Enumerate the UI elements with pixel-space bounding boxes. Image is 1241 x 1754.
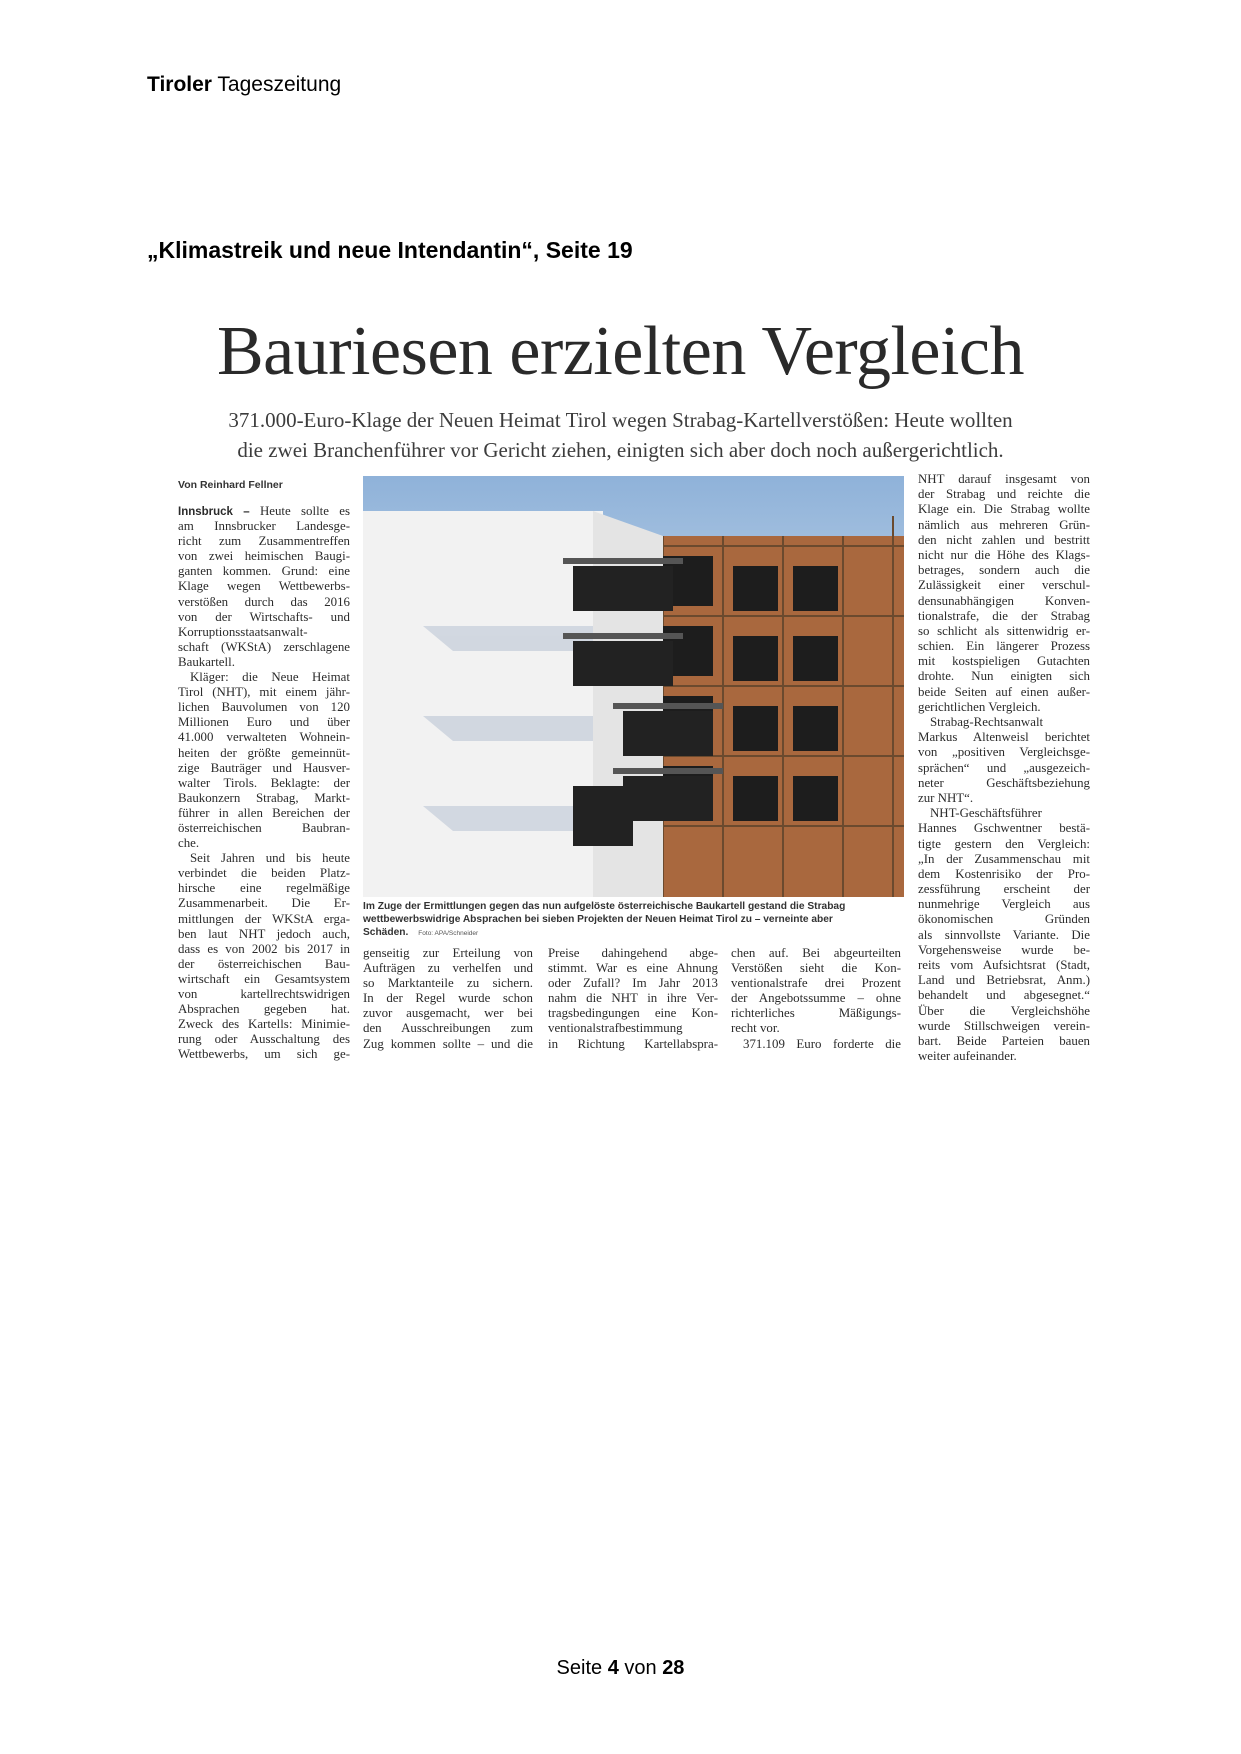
article-text-line: chen auf. Bei abgeurteilten	[731, 946, 901, 960]
article-text-line: reits vom Aufsichtsrat (Stadt,	[918, 958, 1090, 972]
article-text-line: wirtschaft ein Gesamtsystem	[178, 971, 350, 986]
article-text-line: den nicht zahlen und bestritt	[918, 532, 1090, 547]
article-text-line: Baukonzern Strabag, Markt-	[178, 790, 350, 805]
article-text-line: tragsbedingungen eine Kon-	[548, 1006, 718, 1021]
article-text-line: verstößen durch das 2016	[178, 594, 350, 609]
article-text-line: von zwei heimischen Baugi-	[178, 549, 350, 564]
article-text-line: so Marktanteile zu sichern.	[363, 976, 533, 991]
article-text-line: lichen Bauvolumen von 120	[178, 700, 350, 715]
article-text-line: In der Regel wurde schon	[363, 991, 533, 1006]
article-reference: „Klimastreik und neue Intendantin“, Seite 19	[147, 237, 633, 263]
article-text-line: NHT darauf insgesamt von	[918, 472, 1090, 486]
article-text-line: Aufträgen zu verhelfen und	[363, 961, 533, 976]
article-text-line: dem Kostenrisiko der Pro-	[918, 866, 1090, 881]
article-text-line: Strabag-Rechtsanwalt	[930, 715, 1044, 729]
article-text-line: Markus Altenweisl berichtet	[918, 730, 1090, 745]
article-text-line: betrages, sondern auch die	[918, 563, 1090, 578]
article-text-line: heiten der größte gemeinnüt-	[178, 745, 350, 760]
publication-name	[147, 73, 341, 97]
article-text-line: Preise dahingehend abge-	[548, 946, 718, 960]
article-text-line: Baukartell.	[178, 654, 235, 669]
article-text-line: stimmt. War es eine Ahnung	[548, 961, 718, 976]
article-text-line: hirsche eine regelmäßige	[178, 881, 350, 896]
article-text-line: richt zum Zusammentreffen	[178, 534, 350, 549]
article-column-2	[363, 946, 533, 1052]
article-text-line: mittlungen der WKStA erga-	[178, 911, 350, 926]
article-text-line: behandelt und abgesegnet.“	[918, 988, 1090, 1003]
article-text-line: ganten kommen. Grund: eine	[178, 564, 350, 579]
article-text-line: in Richtung Kartellabspra-	[548, 1036, 718, 1051]
article-text-line: Tirol (NHT), mit einem jähr-	[178, 685, 350, 700]
article-text-line: von kartellrechtswidrigen	[178, 987, 350, 1001]
article-text-line: Hannes Gschwentner bestä-	[918, 821, 1090, 836]
article-text-line: nicht nur die Höhe des Klags-	[918, 547, 1090, 562]
article-column-1	[178, 504, 350, 1062]
article-text-line: densunabhängigen Konven-	[918, 593, 1090, 608]
article-text-line: der österreichischen Bau-	[178, 956, 350, 971]
dateline: Innsbruck –	[178, 506, 250, 518]
article-text-line: wurde Stillschweigen verein-	[918, 1018, 1090, 1033]
article-text-line: Zug kommen sollte – und die	[363, 1036, 533, 1051]
article-text-line: bart. Beide Parteien bauen	[918, 1033, 1090, 1048]
article-text-line: zessführung erscheint der	[918, 882, 1090, 897]
article-text-line: Verstößen sieht die Kon-	[731, 961, 901, 976]
article-text-line: sprächen“ und „ausgezeich-	[918, 760, 1090, 775]
article-text-line: ventionalstrafe drei Prozent	[731, 976, 901, 991]
total-pages: 28	[662, 1657, 685, 1679]
article-text-line: mit kostspieligen Gutachten	[918, 654, 1090, 669]
article-text-line: führer in allen Bereichen der	[178, 805, 350, 820]
article-text-line: von „positiven Vergleichsge-	[918, 745, 1090, 760]
article-text-line: nunmehrige Vergleich aus	[918, 897, 1090, 912]
article-text-line: zuvor ausgemacht, wer bei	[363, 1006, 533, 1021]
article-text-line: Wettbewerbs, um sich ge-	[178, 1047, 350, 1062]
article-text-line: schaft (WKStA) zerschlagene	[178, 639, 350, 654]
article-column-5	[918, 472, 1090, 1064]
page-of: von	[618, 1657, 663, 1679]
article-text-line: so schlicht als sittenwidrig er-	[918, 623, 1090, 638]
building-photo-illustration	[363, 476, 904, 897]
article-column-3	[548, 946, 718, 1052]
article-text-line: österreichischen Baubran-	[178, 820, 350, 835]
article-text-line: 371.109 Euro forderte die	[743, 1036, 901, 1051]
article-text-line: Kläger: die Neue Heimat	[190, 670, 350, 685]
article-text-line: che.	[178, 836, 200, 851]
current-page: 4	[607, 1657, 619, 1679]
subheadline-line: 371.000-Euro-Klage der Neuen Heimat Tirol wegen Strabag-Kartellverstößen: Heute wollten	[228, 408, 1013, 432]
article-text-line: Land und Betriebsrat, Anm.)	[918, 973, 1090, 988]
article-text-line: dass es von 2002 bis 2017 in	[178, 941, 350, 956]
article-text-line: zige Bauträger und Hausver-	[178, 760, 350, 775]
article-text-line: NHT-Geschäftsführer	[930, 806, 1042, 821]
article-text-line: Millionen Euro und über	[178, 715, 350, 730]
article-text-line: am Innsbrucker Landesge-	[178, 519, 350, 534]
article-text-line: nämlich aus mehreren Grün-	[918, 517, 1090, 532]
article-text-line: 41.000 verwalteten Wohnein-	[178, 730, 350, 745]
article-text-line: zur NHT“.	[918, 790, 974, 805]
article-text-line: Über die Vergleichshöhe	[918, 1003, 1090, 1018]
article-text-line: nahm die NHT in ihre Ver-	[548, 991, 718, 1006]
article-text-line: richterliches Mäßigungs-	[731, 1006, 901, 1021]
byline: Von Reinhard Fellner	[178, 479, 283, 491]
article-text-line: der Strabag und reichte die	[918, 487, 1090, 502]
article-text-line: weiter aufeinander.	[918, 1049, 1017, 1064]
subheadline-line: die zwei Branchenführer vor Gericht ziehen, einigten sich aber doch noch außergerichtlich.	[237, 438, 1004, 462]
article-text-line: oder Zufall? Im Jahr 2013	[548, 976, 718, 991]
photo-credit: Foto: APA/Schneider	[418, 930, 479, 937]
photo-caption-text: Im Zuge der Ermittlungen gegen das nun aufgelöste österreichische Baukartell gestand die Strabag wettbewerbswidrige Absprachen bei sieben Projekten der Neuen Heimat Tirol zu – verneinte aber Schäden.	[363, 901, 846, 938]
article-text-line: genseitig zur Erteilung von	[363, 946, 533, 960]
publication-name-rest: Tageszeitung	[211, 73, 342, 96]
article-photo-building	[363, 476, 904, 897]
article-text-line: beide Seiten auf einen außer-	[918, 684, 1090, 699]
article-text-line: Zusammenarbeit. Die Er-	[178, 896, 350, 911]
article-text-line: Korruptionsstaatsanwalt-	[178, 624, 308, 639]
article-text-line: neter Geschäftsbeziehung	[918, 775, 1090, 790]
article-column-4	[731, 946, 901, 1052]
article-text-line: als sinnvollste Variante. Die	[918, 927, 1090, 942]
article-text-line: ventionalstrafbestimmung	[548, 1021, 683, 1036]
article-text-line: walter Tirols. Beklagte: der	[178, 775, 350, 790]
article-text-line: ökonomischen Gründen	[918, 912, 1090, 927]
page-number	[0, 1657, 1241, 1680]
photo-caption	[363, 900, 908, 942]
article-text-line: schien. Ein längerer Prozess	[918, 639, 1090, 654]
article-text-line: Absprachen gegeben hat.	[178, 1002, 350, 1017]
article-text-line: verbindet die beiden Platz-	[178, 866, 350, 881]
article-text-line: gerichtlichen Vergleich.	[918, 699, 1041, 714]
article-text-line: Klage ein. Die Strabag wollte	[918, 502, 1090, 517]
article-text-line: Klage wegen Wettbewerbs-	[178, 579, 350, 594]
publication-name-bold: Tiroler	[147, 73, 212, 96]
article-text-line: tionalstrafe, die der Strabag	[918, 608, 1090, 623]
article-text-line: der Angebotssumme – ohne	[731, 991, 901, 1006]
article-text-line: ben laut NHT jedoch auch,	[178, 926, 350, 941]
article-text-line: rung oder Ausschaltung des	[178, 1032, 350, 1047]
article-text-line: Zweck des Kartells: Minimie-	[178, 1017, 350, 1032]
article-text-line: drohte. Nun einigten sich	[918, 669, 1090, 684]
article-text-line	[178, 504, 350, 519]
article-text-line: Vorgehensweise wurde be-	[918, 942, 1090, 957]
article-text: Heute sollte es	[259, 504, 350, 518]
article-text-line: „In der Zusammenschau mit	[918, 851, 1090, 866]
article-text-line: den Ausschreibungen zum	[363, 1021, 533, 1036]
article-text-line: Seit Jahren und bis heute	[190, 851, 350, 866]
article-text-line: recht vor.	[731, 1021, 780, 1036]
article-text-line: Zulässigkeit einer verschul-	[918, 578, 1090, 593]
article-text-line: von der Wirtschafts- und	[178, 609, 350, 624]
page-prefix: Seite	[556, 1657, 608, 1679]
subheadline	[150, 405, 1091, 465]
article-text-line: tigte gestern den Vergleich:	[918, 836, 1090, 851]
headline: Bauriesen erzielten Vergleich	[216, 313, 1024, 390]
